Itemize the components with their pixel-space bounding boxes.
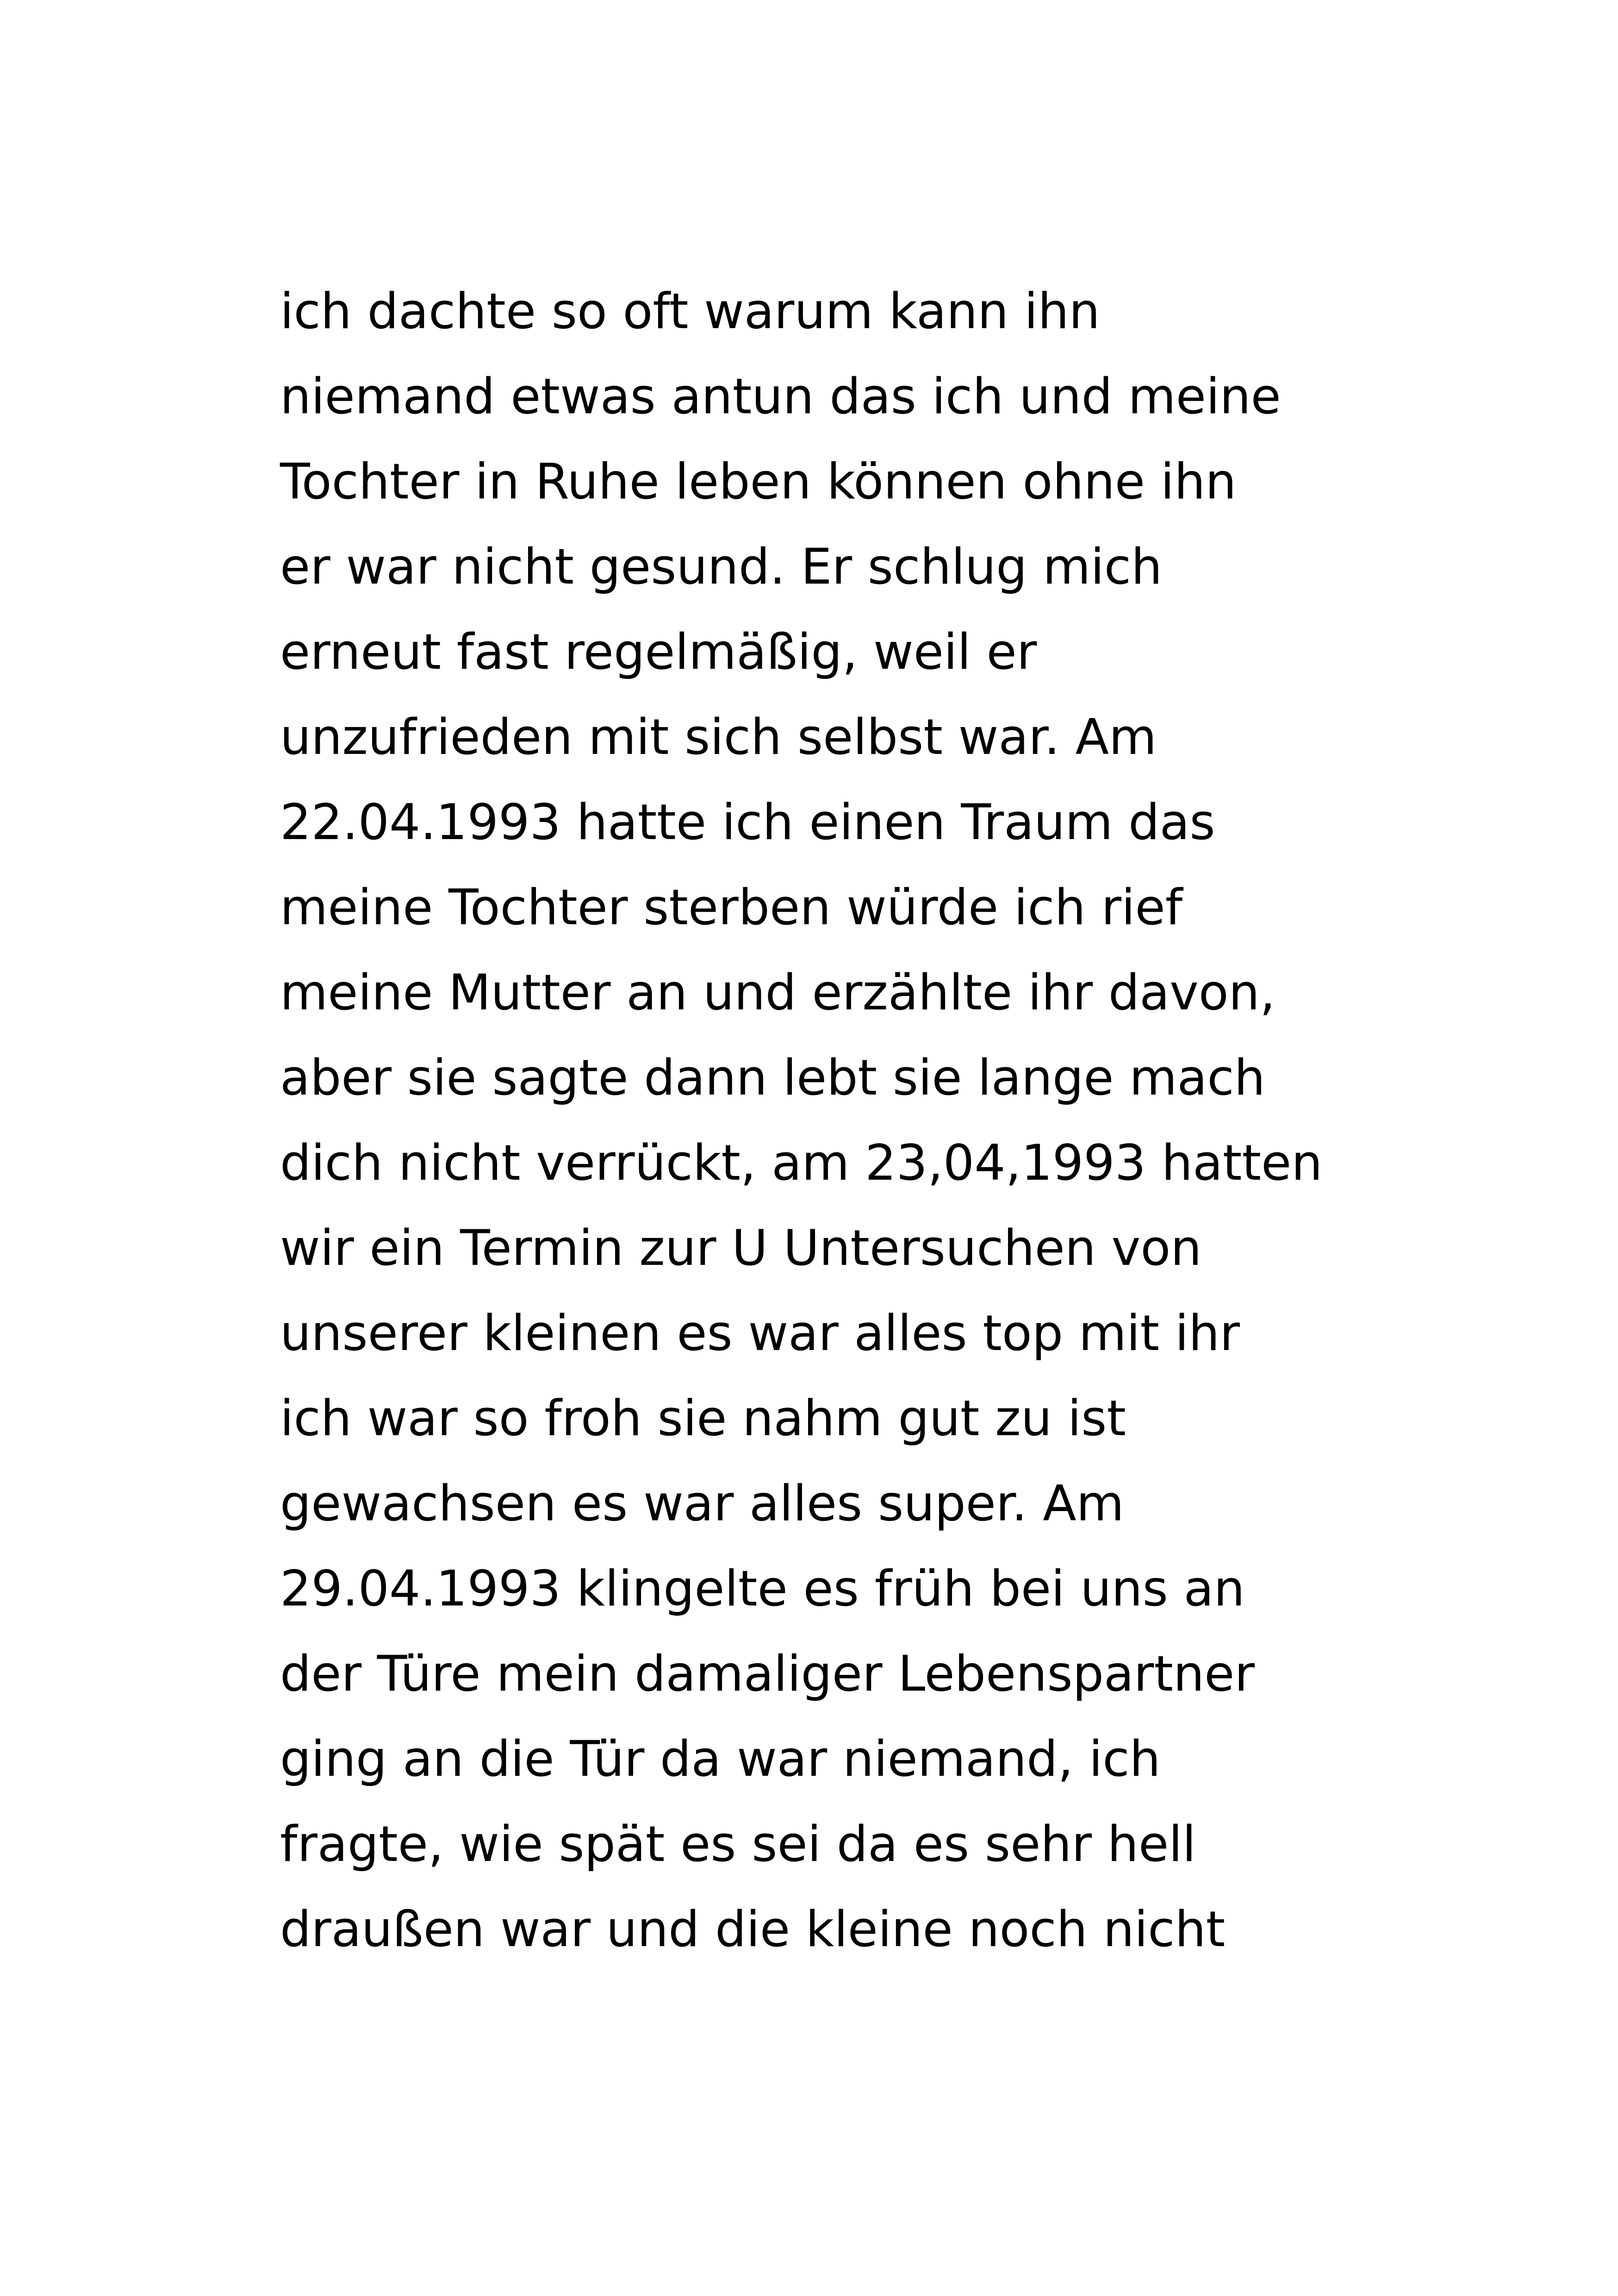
text-line: 29.04.1993 klingelte es früh bei uns an — [280, 1560, 1245, 1617]
text-line: niemand etwas antun das ich und meine — [280, 368, 1281, 425]
text-line: der Türe mein damaliger Lebenspartner — [280, 1645, 1255, 1702]
body-text — [280, 281, 1530, 1985]
text-line: unzufrieden mit sich selbst war. Am — [280, 709, 1157, 765]
text-line: unserer kleinen es war alles top mit ihr — [280, 1305, 1240, 1362]
text-line: ich dachte so oft warum kann ihn — [280, 283, 1100, 340]
text-line: erneut fast regelmäßig, weil er — [280, 623, 1037, 680]
text-line: ging an die Tür da war niemand, ich — [280, 1730, 1161, 1787]
text-line: fragte, wie spät es sei da es sehr hell — [280, 1816, 1196, 1873]
text-line: wir ein Termin zur U Untersuchen von — [280, 1220, 1202, 1276]
text-line: gewachsen es war alles super. Am — [280, 1475, 1124, 1532]
text-line: ich war so froh sie nahm gut zu ist — [280, 1390, 1126, 1447]
text-line: dich nicht verrückt, am 23,04,1993 hatten — [280, 1134, 1323, 1191]
text-line: meine Tochter sterben würde ich rief — [280, 879, 1183, 936]
text-line: er war nicht gesund. Er schlug mich — [280, 538, 1163, 595]
text-line: draußen war und die kleine noch nicht — [280, 1901, 1226, 1958]
text-line: meine Mutter an und erzählte ihr davon, — [280, 964, 1276, 1021]
text-line: Tochter in Ruhe leben können ohne ihn — [280, 453, 1237, 510]
text-line: aber sie sagte dann lebt sie lange mach — [280, 1049, 1265, 1106]
text-line: 22.04.1993 hatte ich einen Traum das — [280, 794, 1215, 851]
